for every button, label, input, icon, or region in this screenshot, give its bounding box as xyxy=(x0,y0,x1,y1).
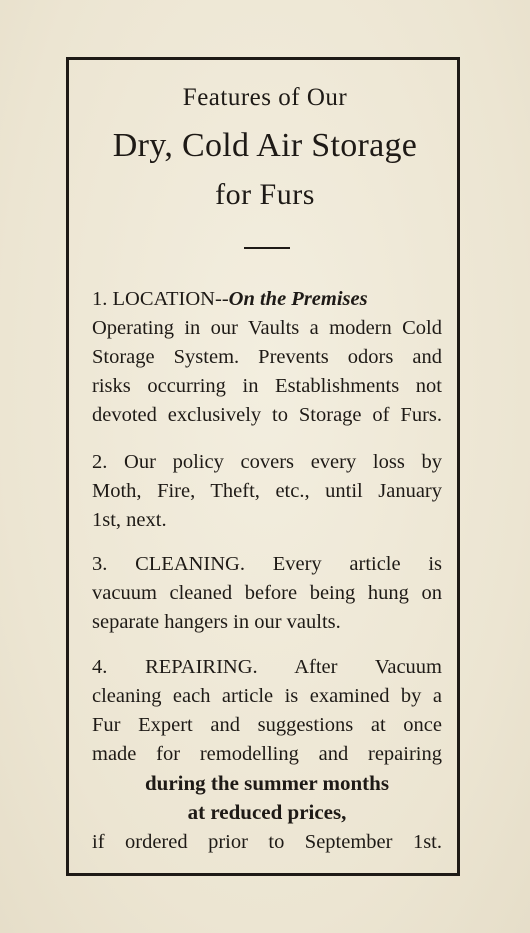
section-1-title xyxy=(92,286,442,312)
heading-line-3: for Furs xyxy=(215,178,315,211)
section-3-line: vacuum cleaned before being hung on xyxy=(92,582,442,604)
section-4-line: 4. REPAIRING. After Vacuum xyxy=(92,656,442,678)
section-3-line: separate hangers in our vaults. xyxy=(92,611,341,633)
heading-line-1: Features of Our xyxy=(182,84,348,111)
section-1-emphasis: On the Premises xyxy=(228,288,368,310)
section-1-line: devoted exclusively to Storage of Furs. xyxy=(92,404,442,426)
section-4-last-line: if ordered prior to September 1st. xyxy=(92,831,442,853)
section-4-line: cleaning each article is examined by a xyxy=(92,685,442,707)
heading-line-2: Dry, Cold Air Storage xyxy=(112,127,418,164)
section-1-line: Operating in our Vaults a modern Cold xyxy=(92,317,442,339)
section-4-line: made for remodelling and repairing xyxy=(92,743,442,765)
section-1-label: 1. LOCATION-- xyxy=(92,288,229,310)
section-3-line: 3. CLEANING. Every article is xyxy=(92,553,442,575)
section-4-line: Fur Expert and suggestions at once xyxy=(92,714,442,736)
section-2-line: 2. Our policy covers every loss by xyxy=(92,451,442,473)
section-2-line: 1st, next. xyxy=(92,509,167,531)
divider-rule xyxy=(244,247,290,249)
section-1-line: Storage System. Prevents odors and xyxy=(92,346,442,368)
section-2-line: Moth, Fire, Theft, etc., until January xyxy=(92,480,442,502)
section-4-bold-line: at reduced prices, xyxy=(187,800,347,824)
section-4-bold-line: during the summer months xyxy=(144,771,390,795)
section-1-line: risks occurring in Establishments not xyxy=(92,375,442,397)
